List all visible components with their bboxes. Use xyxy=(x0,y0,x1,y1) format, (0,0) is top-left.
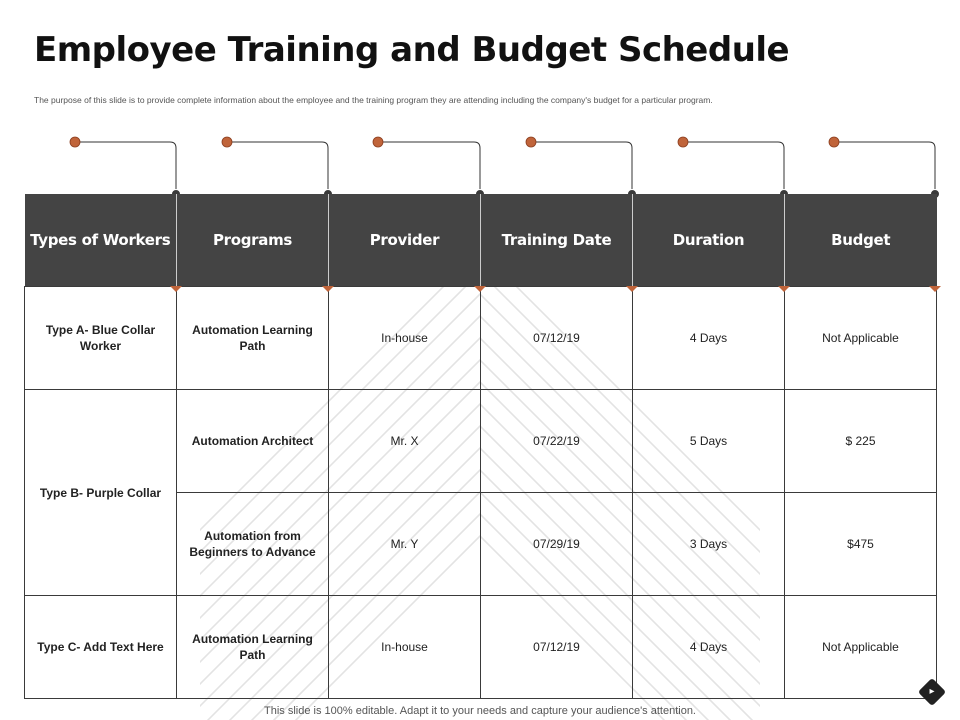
cell-date: 07/12/19 xyxy=(481,596,633,699)
cell-budget: Not Applicable xyxy=(785,596,937,699)
connector-line xyxy=(834,142,935,194)
header-types-of-workers: Types of Workers xyxy=(25,194,177,287)
cell-budget: Not Applicable xyxy=(785,287,937,390)
arrow-icon: ▸ xyxy=(929,686,935,697)
cell-budget: $ 225 xyxy=(785,390,937,493)
header-training-date: Training Date xyxy=(481,194,633,287)
cell-worker: Type A- Blue Collar Worker xyxy=(25,287,177,390)
cell-provider: Mr. Y xyxy=(329,493,481,596)
connector-start-dot xyxy=(70,137,80,147)
cell-duration: 5 Days xyxy=(633,390,785,493)
cell-duration: 3 Days xyxy=(633,493,785,596)
table-row xyxy=(25,596,937,699)
cell-program: Automation Learning Path xyxy=(177,287,329,390)
connector-line xyxy=(683,142,784,194)
cell-duration: 4 Days xyxy=(633,287,785,390)
header-provider: Provider xyxy=(329,194,481,287)
header-budget: Budget xyxy=(785,194,937,287)
cell-budget: $475 xyxy=(785,493,937,596)
cell-date: 07/29/19 xyxy=(481,493,633,596)
cell-date: 07/22/19 xyxy=(481,390,633,493)
connector-start-dot xyxy=(526,137,536,147)
cell-provider: Mr. X xyxy=(329,390,481,493)
table-row xyxy=(25,390,937,493)
cell-provider: In-house xyxy=(329,596,481,699)
header-duration: Duration xyxy=(633,194,785,287)
cell-worker: Type C- Add Text Here xyxy=(25,596,177,699)
cell-worker: Type B- Purple Collar xyxy=(25,390,177,596)
header-programs: Programs xyxy=(177,194,329,287)
connector-start-dot xyxy=(222,137,232,147)
connector-line xyxy=(378,142,480,194)
connector-line xyxy=(75,142,176,194)
cell-program: Automation Learning Path xyxy=(177,596,329,699)
footer-note: This slide is 100% editable. Adapt it to your needs and capture your audience's attention. xyxy=(264,705,696,717)
table-row xyxy=(25,287,937,390)
connector-line xyxy=(227,142,328,194)
cell-duration: 4 Days xyxy=(633,596,785,699)
connector-start-dot xyxy=(829,137,839,147)
page-subtitle: The purpose of this slide is to provide complete information about the employee and the training program they are attending including the company's budget for a particular program. xyxy=(34,95,713,105)
training-schedule-table xyxy=(24,194,937,699)
table-header-row xyxy=(25,194,937,287)
connector-start-dot xyxy=(373,137,383,147)
cell-provider: In-house xyxy=(329,287,481,390)
cell-program: Automation Architect xyxy=(177,390,329,493)
cell-program: Automation from Beginners to Advance xyxy=(177,493,329,596)
page-title: Employee Training and Budget Schedule xyxy=(34,30,790,70)
connector-start-dot xyxy=(678,137,688,147)
cell-date: 07/12/19 xyxy=(481,287,633,390)
connector-line xyxy=(531,142,632,194)
